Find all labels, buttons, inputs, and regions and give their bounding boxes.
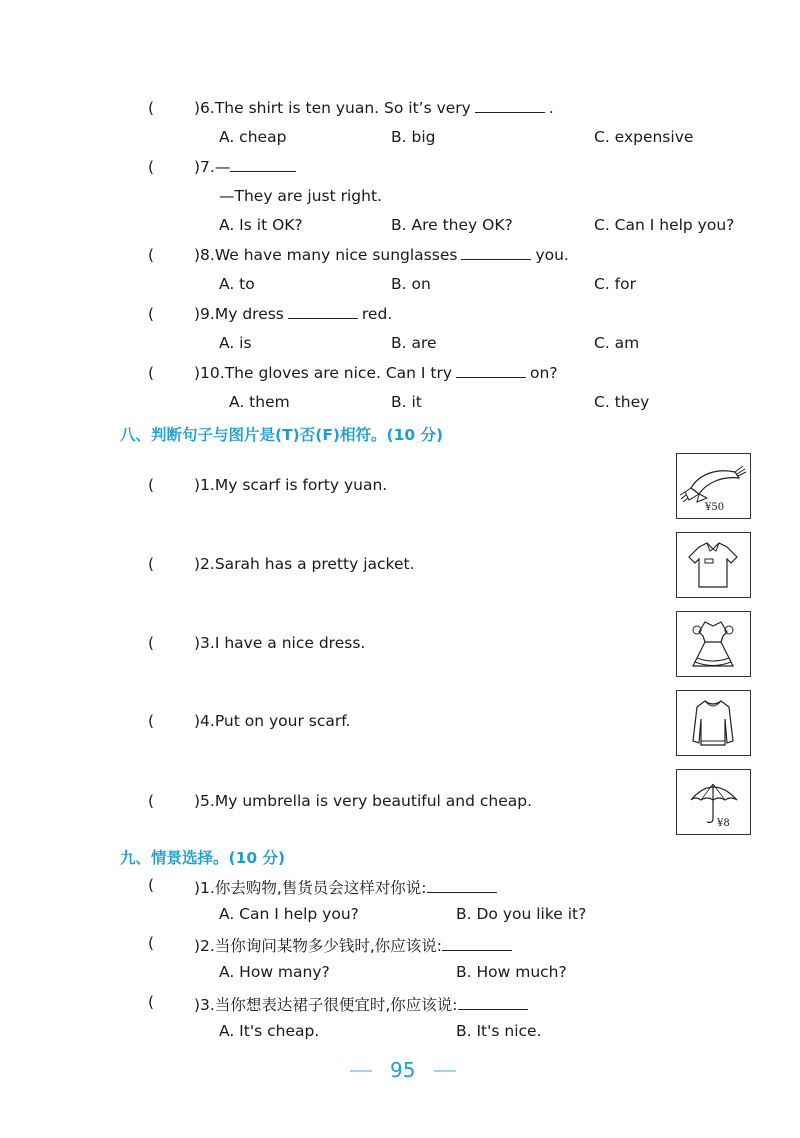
option-a[interactable]: A. to [219, 275, 255, 293]
question-number: )10. [194, 364, 225, 382]
option-c[interactable]: C. am [594, 334, 640, 352]
tf-item-5: )5.My umbrella is very beautiful and cheap. [194, 792, 533, 810]
section-9-title: 九、情景选择。(10 分) [120, 849, 286, 867]
tf-item-2: )2.Sarah has a pretty jacket. [194, 555, 415, 573]
price-tag: ¥50 [705, 502, 725, 513]
scarf-picture [676, 453, 751, 519]
answer-blank[interactable] [427, 891, 497, 893]
question-9: )9.My dress red. [194, 305, 393, 323]
sweater-icon [677, 691, 750, 755]
tf-item-4: )4.Put on your scarf. [194, 712, 351, 730]
question-text: The shirt is ten yuan. So it’s very [214, 99, 471, 117]
question-number: )9. [194, 305, 215, 323]
option-b[interactable]: B. How much? [456, 963, 567, 981]
answer-blank[interactable] [475, 111, 545, 113]
answer-paren[interactable]: ( [148, 476, 155, 494]
answer-paren[interactable]: ( [148, 792, 155, 810]
dress-picture [676, 611, 751, 677]
section-8-title: 八、判断句子与图片是(T)否(F)相符。(10 分) [120, 426, 444, 444]
dialogue-line: —They are just right. [219, 187, 382, 205]
shirt-icon [677, 533, 750, 597]
option-a[interactable]: A. It's cheap. [219, 1022, 320, 1040]
option-c[interactable]: C. they [594, 393, 650, 411]
answer-paren[interactable]: ( [148, 876, 155, 894]
answer-paren[interactable]: ( [148, 634, 155, 652]
answer-blank[interactable] [442, 949, 512, 951]
option-c[interactable]: C. Can I help you? [594, 216, 735, 234]
question-number: )6. [194, 99, 215, 117]
option-a[interactable]: A. How many? [219, 963, 330, 981]
answer-paren[interactable]: ( [148, 158, 155, 176]
answer-paren[interactable]: ( [148, 305, 155, 323]
option-a[interactable]: A. Is it OK? [219, 216, 303, 234]
umbrella-icon [677, 770, 750, 834]
answer-blank[interactable] [230, 170, 296, 172]
page-number-dash-right [434, 1070, 456, 1072]
option-b[interactable]: B. it [391, 393, 422, 411]
option-b[interactable]: B. are [391, 334, 437, 352]
situation-1: )1.你去购物,售货员会这样对你说: [194, 876, 501, 898]
tf-item-1: )1.My scarf is forty yuan. [194, 476, 388, 494]
page-number-dash-left [350, 1070, 372, 1072]
answer-paren[interactable]: ( [148, 934, 155, 952]
price-tag: ¥8 [717, 818, 730, 829]
question-number: )8. [194, 246, 215, 264]
answer-paren[interactable]: ( [148, 555, 155, 573]
question-6: )6.The shirt is ten yuan. So it’s very . [194, 99, 554, 117]
question-7: )7.— [194, 158, 300, 176]
answer-paren[interactable]: ( [148, 246, 155, 264]
question-8: )8.We have many nice sunglasses you. [194, 246, 569, 264]
option-a[interactable]: A. them [229, 393, 290, 411]
option-b[interactable]: B. It's nice. [456, 1022, 542, 1040]
question-number: )7. [194, 158, 215, 176]
option-a[interactable]: A. Can I help you? [219, 905, 359, 923]
option-b[interactable]: B. on [391, 275, 431, 293]
option-c[interactable]: C. expensive [594, 128, 694, 146]
answer-paren[interactable]: ( [148, 99, 155, 117]
answer-blank[interactable] [456, 376, 526, 378]
option-a[interactable]: A. cheap [219, 128, 287, 146]
option-b[interactable]: B. Do you like it? [456, 905, 587, 923]
answer-paren[interactable]: ( [148, 712, 155, 730]
shirt-picture [676, 532, 751, 598]
tf-item-3: )3.I have a nice dress. [194, 634, 366, 652]
umbrella-picture [676, 769, 751, 835]
sweater-picture [676, 690, 751, 756]
answer-paren[interactable]: ( [148, 993, 155, 1011]
answer-paren[interactable]: ( [148, 364, 155, 382]
situation-3: )3.当你想表达裙子很便宜时,你应该说: [194, 993, 532, 1015]
option-a[interactable]: A. is [219, 334, 252, 352]
answer-blank[interactable] [461, 258, 531, 260]
option-b[interactable]: B. Are they OK? [391, 216, 513, 234]
page-number: 95 [390, 1058, 416, 1082]
dress-icon [677, 612, 750, 676]
answer-blank[interactable] [458, 1008, 528, 1010]
question-10: )10.The gloves are nice. Can I try on? [194, 364, 558, 382]
situation-2: )2.当你询问某物多少钱时,你应该说: [194, 934, 516, 956]
answer-blank[interactable] [288, 317, 358, 319]
option-c[interactable]: C. for [594, 275, 636, 293]
option-b[interactable]: B. big [391, 128, 436, 146]
